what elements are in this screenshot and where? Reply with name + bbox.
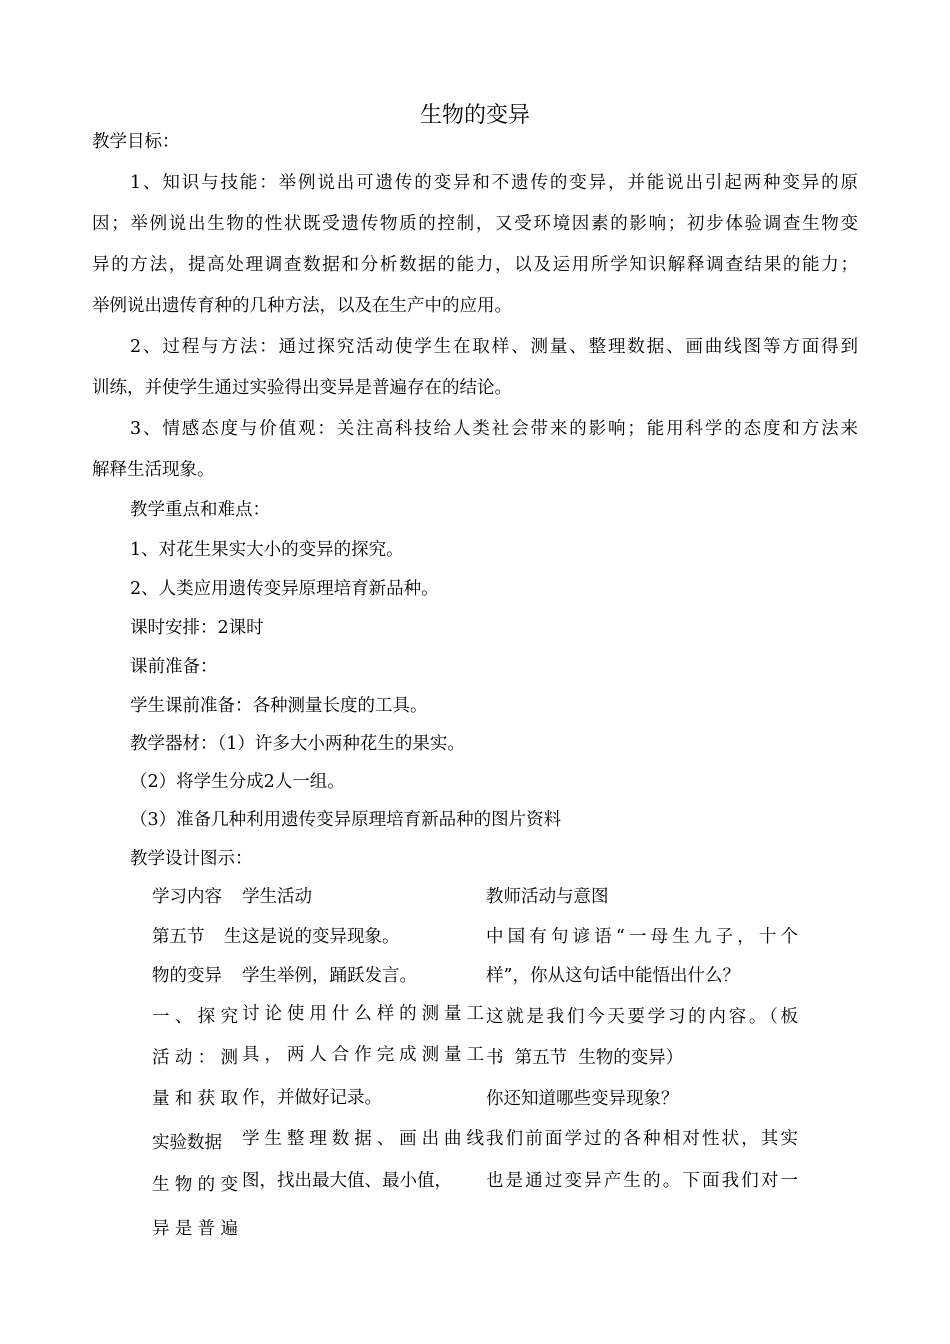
materials-line-2: （2）将学生分成2人一组。	[130, 772, 345, 792]
content-cell: 异是普遍	[152, 1219, 238, 1239]
objective-2-line-2: 训练，并使学生通过实验得出变异是普遍存在的结论。	[92, 378, 512, 398]
design-heading: 教学设计图示：	[130, 849, 253, 869]
student-activity-cell: 作，并做好记录。	[242, 1088, 382, 1108]
teacher-activity-cell: 中国有句谚语“一母生九子，十个	[486, 927, 798, 947]
key-point-1: 1、对花生果实大小的变异的探究。	[130, 540, 404, 560]
document-title: 生物的变异	[419, 103, 530, 128]
content-cell: 量和获取	[152, 1089, 238, 1109]
key-point-2: 2、人类应用遗传变异原理培育新品种。	[130, 579, 439, 599]
schedule-text: 课时安排：2课时	[130, 618, 264, 638]
objective-1-line-2: 因；举例说出生物的性状既受遗传物质的控制，又受环境因素的影响；初步体验调查生物变	[92, 214, 858, 234]
objective-1-line-4: 举例说出遗传育种的几种方法，以及在生产中的应用。	[92, 296, 512, 316]
content-cell: 第五节	[152, 927, 205, 947]
content-cell: 实验数据	[152, 1133, 222, 1153]
teacher-activity-cell: 书 第五节 生物的变异）	[486, 1048, 684, 1068]
content-cell: 物的变异	[152, 966, 222, 986]
student-activity-cell: 这是说的变异现象。	[242, 927, 400, 947]
objective-3-line-1: 3、情感态度与价值观：关注高科技给人类社会带来的影响；能用科学的态度和方法来	[130, 419, 858, 439]
objective-3-line-2: 解释生活现象。	[92, 460, 215, 480]
teacher-activity-cell: 也是通过变异产生的。下面我们对一	[486, 1171, 798, 1191]
student-activity-cell: 学生举例，踊跃发言。	[242, 966, 417, 986]
objective-1-line-1: 1、知识与技能：举例说出可遗传的变异和不遗传的变异，并能说出引起两种变异的原	[130, 173, 858, 193]
table-header-teacher: 教师活动与意图	[486, 887, 609, 907]
table-header-content: 学习内容	[152, 887, 222, 907]
student-prep-text: 学生课前准备：各种测量长度的工具。	[130, 696, 428, 716]
content-cell: 活动：测	[152, 1048, 238, 1068]
teacher-activity-cell: 我们前面学过的各种相对性状，其实	[486, 1129, 798, 1149]
student-activity-cell: 讨论使用什么样的测量工	[242, 1004, 484, 1024]
objective-1-line-3: 异的方法，提高处理调查数据和分析数据的能力，以及运用所学知识解释调查结果的能力；	[92, 255, 858, 275]
objectives-heading: 教学目标：	[92, 132, 180, 152]
content-cell: 生	[224, 927, 242, 947]
key-points-heading: 教学重点和难点：	[130, 500, 270, 520]
student-activity-cell: 具，两人合作完成测量工	[242, 1045, 484, 1065]
student-activity-cell: 图，找出最大值、最小值，	[242, 1171, 452, 1191]
teacher-activity-cell: 这就是我们今天要学习的内容。（板	[486, 1007, 798, 1027]
prep-heading: 课前准备：	[130, 657, 218, 677]
table-header-student: 学生活动	[242, 887, 312, 907]
content-cell: 生物的变	[152, 1175, 238, 1195]
teacher-activity-cell: 样”，你从这句话中能悟出什么？	[486, 966, 740, 986]
teacher-activity-cell: 你还知道哪些变异现象？	[486, 1089, 679, 1109]
content-cell: 一、探究	[152, 1007, 238, 1027]
materials-line-1: 教学器材：（1）许多大小两种花生的果实。	[130, 734, 465, 754]
student-activity-cell: 学生整理数据、画出曲线	[242, 1129, 484, 1149]
materials-line-3: （3）准备几种利用遗传变异原理培育新品种的图片资料	[130, 810, 562, 830]
objective-2-line-1: 2、过程与方法：通过探究活动使学生在取样、测量、整理数据、画曲线图等方面得到	[130, 337, 858, 357]
